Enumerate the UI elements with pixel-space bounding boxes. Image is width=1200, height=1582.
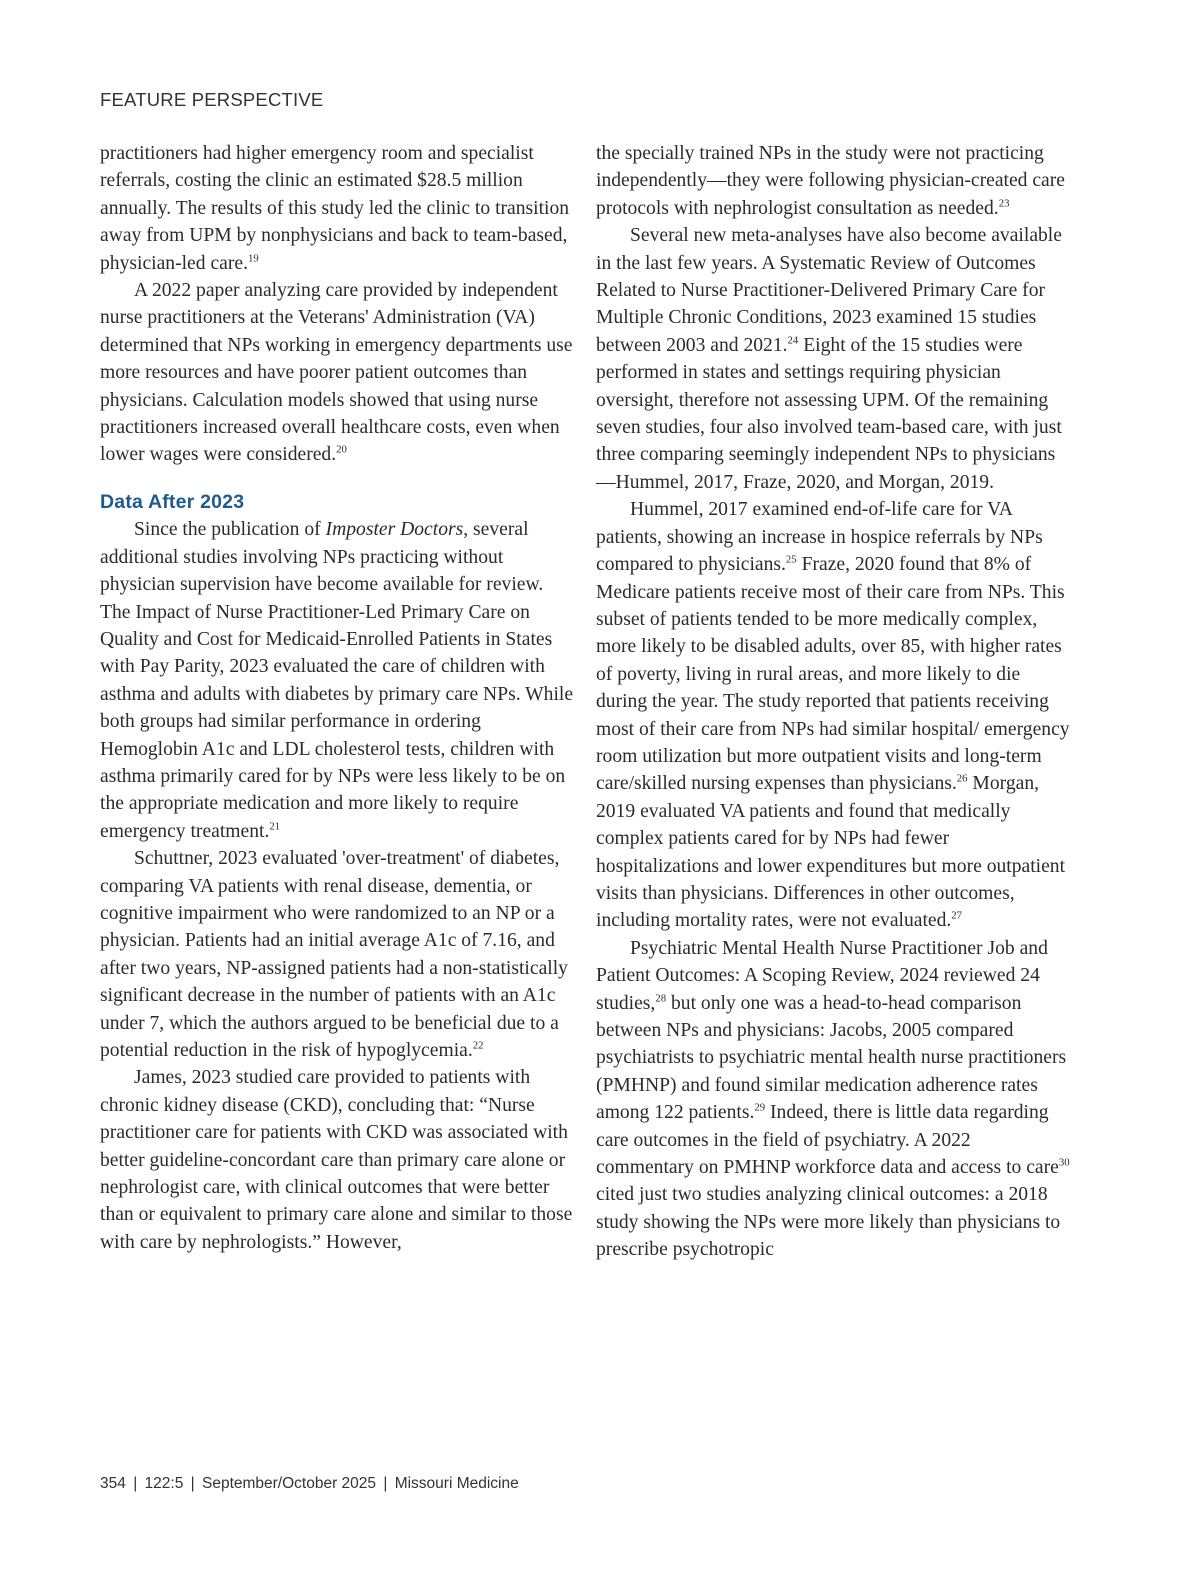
paragraph-text: , several additional studies involving NPs practicing without physician supervision have become available for review. The Impact of Nurse Practitioner-Led Primary Care on Quality and Cost for Medicaid-Enrolled Patients in States with Pay Parity, 2023 evaluated the care of children with asthma and adults with diabetes by primary care NPs. While both groups had similar performance in ordering Hemoglobin A1c and LDL cholesterol tests, children with asthma primarily cared for by NPs were less likely to be on the appropriate medication and more likely to require emergency treatment.: [100, 519, 574, 842]
paragraph-text: James, 2023 studied care provided to patients with chronic kidney disease (CKD), concluding that: “Nurse practitioner care for patients with CKD was associated with better guideline-concordant care than primary care alone or nephrologist care, with clinical outcomes that were better than or equivalent to primary care alone and similar to those with care by nephrologists.” However,: [100, 1067, 573, 1253]
reference-number: 26: [956, 772, 968, 785]
page-footer: [100, 1475, 519, 1493]
paragraph-text: cited just two studies analyzing clinical outcomes: a 2018 study showing the NPs were more likely than physicians to prescribe psychotropic: [596, 1184, 1061, 1261]
paragraph: [100, 1064, 575, 1256]
paragraph-text: but only one was a head-to-head comparison between NPs and physicians: Jacobs, 2005 compared psychiatrists to psychiatric mental health nurse practitioners (PMHNP) and found similar medication adherence rates among 122 patients.: [596, 992, 1067, 1124]
reference-number: 27: [951, 909, 963, 922]
reference-number: 25: [785, 553, 797, 566]
reference-number: 24: [787, 334, 799, 347]
paragraph-text: the specially trained NPs in the study were not practicing independently—they were following physician-created care protocols with nephrologist consultation as needed.: [596, 143, 1065, 219]
right-column: [596, 140, 1071, 1264]
paragraph-text: Fraze, 2020 found that 8% of Medicare patients receive most of their care from NPs. This subset of patients tended to be more medically complex, more likely to be disabled adults, over 85, with higher rates of poverty, living in rural areas, and more likely to die during the year. The study reported that patients receiving most of their care from NPs had similar hospital/ emergency room utilization but more outpatient visits and long-term care/skilled nursing expenses than physicians.: [596, 554, 1070, 795]
paragraph: [596, 140, 1071, 222]
reference-number: 22: [472, 1039, 484, 1052]
paragraph-text: A 2022 paper analyzing care provided by independent nurse practitioners at the Veterans' Administration (VA) determined that NPs working in emergency departments use more resources and have poorer patient outcomes than physicians. Calculation models showed that using nurse practitioners increased overall healthcare costs, even when lower wages were considered.: [100, 280, 573, 466]
footer-separator: |: [190, 1475, 195, 1492]
paragraph: [596, 496, 1071, 935]
paragraph-text: Indeed, there is little data regarding care outcomes in the field of psychiatry. A 2022 commentary on PMHNP workforce data and access to care: [596, 1102, 1059, 1179]
reference-number: 20: [336, 443, 347, 456]
paragraph-text: Morgan, 2019 evaluated VA patients and found that medically complex patients cared for by NPs had fewer hospitalizations and lower expenditures but more outpatient visits than physicians. Differences in other outcomes, including mortality rates, were not evaluated.: [596, 773, 1066, 932]
paragraph-text: practitioners had higher emergency room and specialist referrals, costing the clinic an estimated $28.5 million annually. The results of this study led the clinic to transition away from UPM by nonphysicians and back to team-based, physician-led care.: [100, 143, 570, 274]
issue-date: September/October 2025: [201, 1475, 377, 1492]
paragraph-text: Since the publication of: [134, 519, 326, 541]
issue-number: 122:5: [144, 1475, 184, 1492]
paragraph-text: Eight of the 15 studies were performed in states and settings requiring physician oversight, therefore not assessing UPM. Of the remaining seven studies, four also involved team-based care, with just three comparing seemingly independent NPs to physicians—Hummel, 2017, Fraze, 2020, and Morgan, 2019.: [596, 334, 1062, 493]
reference-number: 30: [1058, 1156, 1070, 1169]
left-column: [100, 140, 575, 1256]
paragraph-text: Hummel, 2017 examined end-of-life care for VA patients, showing an increase in hospice referrals by NPs compared to physicians.: [596, 499, 1043, 576]
journal-name: Missouri Medicine: [394, 1475, 519, 1492]
paragraph-text: Psychiatric Mental Health Nurse Practitioner Job and Patient Outcomes: A Scoping Review, 2024 reviewed 24 studies,: [596, 937, 1048, 1014]
paragraph-text: Several new meta-analyses have also become available in the last few years. A Systematic Review of Outcomes Related to Nurse Practitioner-Delivered Primary Care for Multiple Chronic Conditions, 2023 examined 15 studies between 2003 and 2021.: [596, 225, 1062, 356]
reference-number: 21: [269, 820, 281, 833]
reference-number: 23: [998, 197, 1010, 210]
footer-separator: |: [383, 1475, 388, 1492]
paragraph: [596, 222, 1071, 496]
paragraph: [100, 845, 575, 1064]
reference-number: 19: [247, 252, 259, 265]
paragraph: [100, 140, 575, 277]
page-number: 354: [100, 1475, 126, 1492]
footer-separator: |: [133, 1475, 138, 1492]
paragraph: [100, 516, 575, 845]
book-title: Imposter Doctors: [325, 519, 464, 541]
reference-number: 28: [655, 992, 667, 1005]
paragraph-text: Schuttner, 2023 evaluated 'over-treatment' of diabetes, comparing VA patients with renal disease, dementia, or cognitive impairment who were randomized to an NP or a physician. Patients had an initial average A1c of 7.16, and after two years, NP-assigned patients had a non-statistically significant decrease in the number of patients with an A1c under 7, which the authors argued to be beneficial due to a potential reduction in the risk of hypoglycemia.: [100, 848, 568, 1061]
section-label: FEATURE PERSPECTIVE: [100, 89, 324, 110]
section-heading: Data After 2023: [100, 490, 245, 513]
paragraph: [100, 277, 575, 469]
paragraph: [596, 935, 1071, 1264]
reference-number: 29: [754, 1101, 766, 1114]
